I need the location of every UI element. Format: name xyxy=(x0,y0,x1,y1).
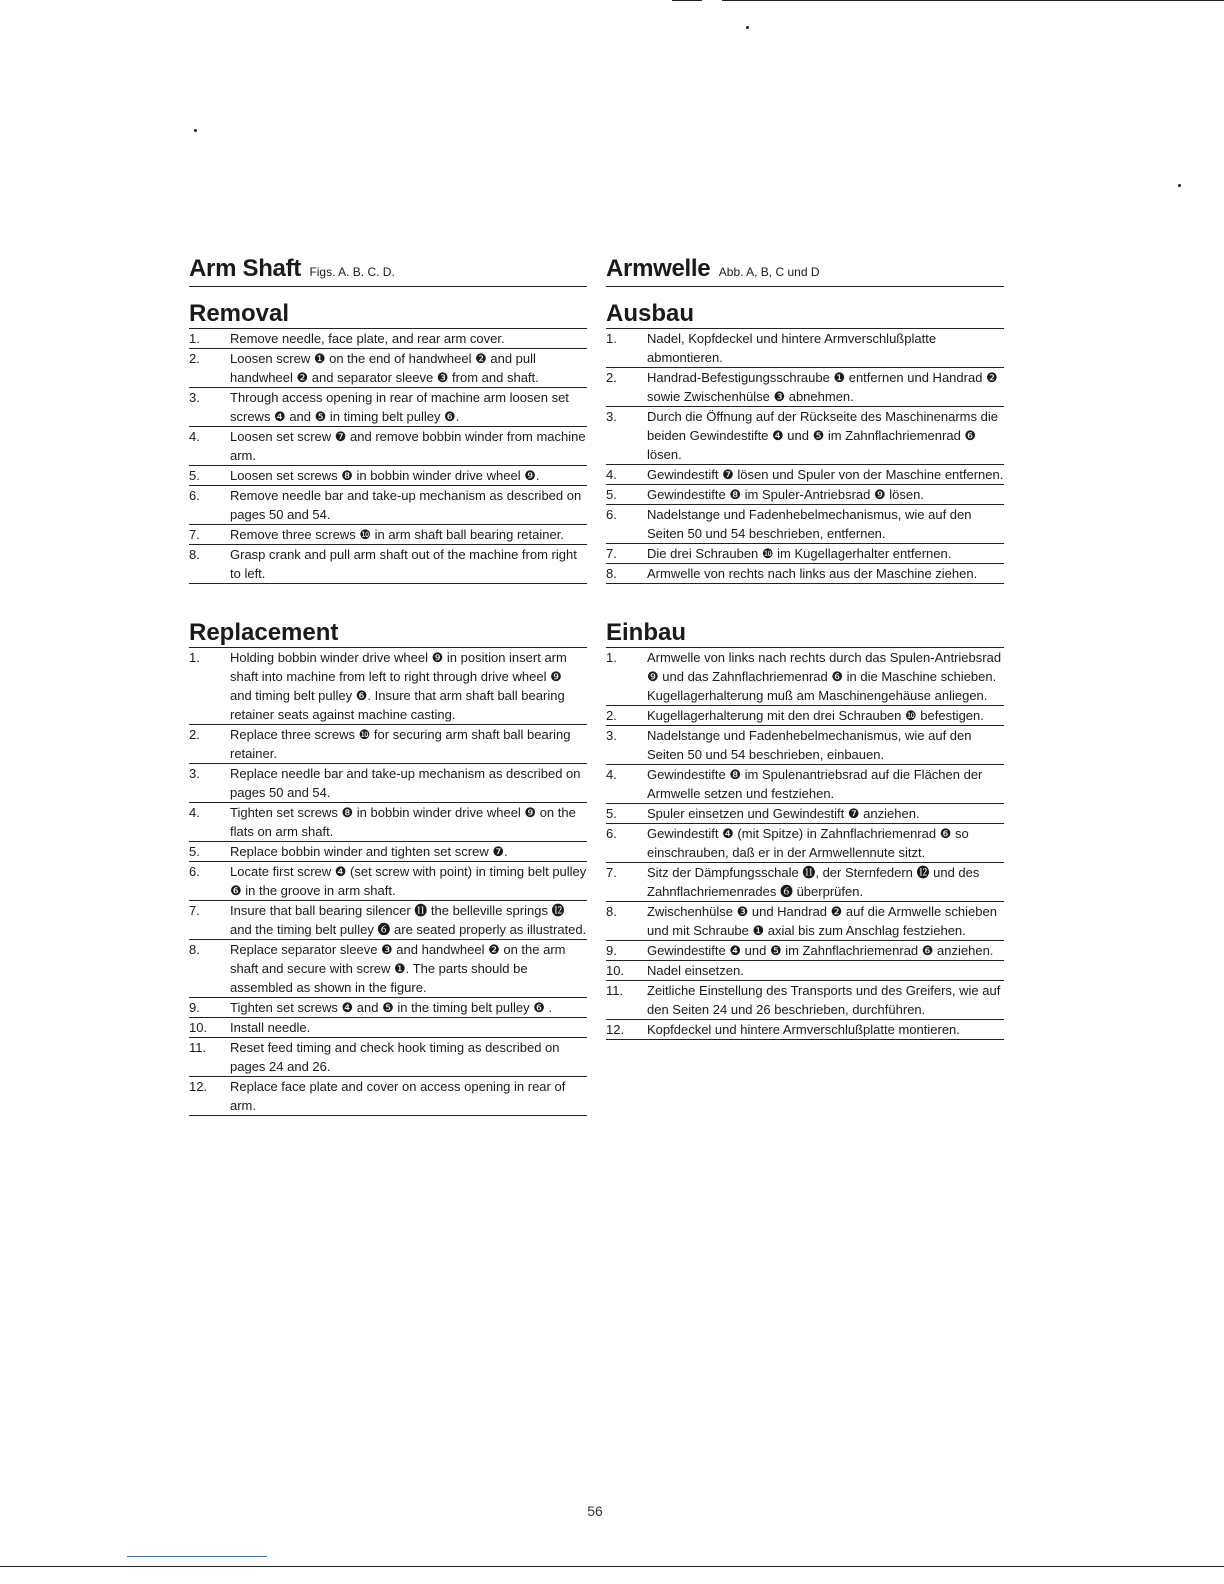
step-item xyxy=(189,427,587,466)
step-number: 5. xyxy=(189,468,200,483)
step-number: 1. xyxy=(606,650,617,665)
step-text: Grasp crank and pull arm shaft out of the machine from right to left. xyxy=(230,547,577,581)
step-number: 4. xyxy=(189,805,200,820)
step-number: 2. xyxy=(606,370,617,385)
step-number: 6. xyxy=(606,507,617,522)
step-item xyxy=(606,329,1004,368)
step-text: Armwelle von rechts nach links aus der Maschine ziehen. xyxy=(647,566,978,581)
step-number: 12. xyxy=(606,1022,625,1037)
section-title xyxy=(606,255,1004,287)
step-number: 8. xyxy=(189,942,200,957)
step-item xyxy=(606,485,1004,505)
step-text: Remove three screws ❿ in arm shaft ball bearing retainer. xyxy=(230,527,564,542)
step-item xyxy=(606,648,1004,706)
step-number: 2. xyxy=(606,708,617,723)
step-item xyxy=(189,1018,587,1038)
step-item xyxy=(606,902,1004,941)
step-text: Remove needle, face plate, and rear arm cover. xyxy=(230,331,505,346)
figure-reference: Figs. A. B. C. D. xyxy=(309,265,395,279)
step-item xyxy=(189,525,587,545)
step-item xyxy=(606,941,1004,961)
step-number: 7. xyxy=(606,546,617,561)
step-number: 4. xyxy=(606,467,617,482)
step-item xyxy=(189,803,587,842)
step-item xyxy=(606,765,1004,804)
removal-heading: Removal xyxy=(189,301,587,329)
step-number: 9. xyxy=(606,943,617,958)
step-item xyxy=(606,981,1004,1020)
step-item xyxy=(606,505,1004,544)
step-number: 2. xyxy=(189,727,200,742)
step-item xyxy=(189,545,587,584)
step-number: 10. xyxy=(189,1020,208,1035)
step-text: Zeitliche Einstellung des Transports und des Greifers, wie auf den Seiten 24 und 26 beschrieben, durchführen. xyxy=(647,983,1001,1017)
page-title: Arm Shaft xyxy=(189,255,301,282)
step-text: Gewindestifte ❽ im Spulenantriebsrad auf die Flächen der Armwelle setzen und festziehen. xyxy=(647,767,983,801)
ausbau-heading: Ausbau xyxy=(606,301,1004,329)
step-number: 1. xyxy=(189,331,200,346)
step-number: 11. xyxy=(189,1040,207,1055)
step-text: Loosen set screws ❽ in bobbin winder drive wheel ❾. xyxy=(230,468,540,483)
scan-edge-line xyxy=(722,0,1224,1)
einbau-heading: Einbau xyxy=(606,620,1004,648)
scan-speck xyxy=(194,129,197,132)
step-number: 8. xyxy=(189,547,200,562)
step-text: Handrad-Befestigungsschraube ❶ entfernen und Handrad ❷ sowie Zwischenhülse ❸ abnehmen. xyxy=(647,370,998,404)
step-item xyxy=(189,648,587,725)
step-number: 9. xyxy=(189,1000,200,1015)
step-text: Kopfdeckel und hintere Armverschlußplatte montieren. xyxy=(647,1022,960,1037)
replacement-steps xyxy=(189,648,587,1116)
step-number: 3. xyxy=(606,409,617,424)
step-number: 6. xyxy=(189,864,200,879)
step-item xyxy=(189,998,587,1018)
step-number: 3. xyxy=(189,766,200,781)
step-text: Gewindestift ❹ (mit Spitze) in Zahnflachriemenrad ❻ so einschrauben, daß er in der Armwellennute sitzt. xyxy=(647,826,969,860)
step-text: Armwelle von links nach rechts durch das Spulen-Antriebsrad ❾ und das Zahnflachriemenrad ❻ in die Maschine schieben. Kugellagerhalterung muß am Maschinengehäuse anliegen. xyxy=(647,650,1002,703)
step-text: Remove needle bar and take-up mechanism as described on pages 50 and 54. xyxy=(230,488,582,522)
german-column xyxy=(606,255,1004,1040)
step-number: 5. xyxy=(606,487,617,502)
step-item xyxy=(606,706,1004,726)
step-text: Loosen set screw ❼ and remove bobbin winder from machine arm. xyxy=(230,429,586,463)
step-number: 7. xyxy=(606,865,617,880)
step-item xyxy=(189,901,587,940)
step-item xyxy=(606,544,1004,564)
step-number: 8. xyxy=(606,566,617,581)
figure-reference-de: Abb. A, B, C und D xyxy=(718,265,820,279)
step-number: 11. xyxy=(606,983,624,998)
step-text: Insure that ball bearing silencer ⓫ the belleville springs ⓬ and the timing belt pulley ❻ are seated properly as illustrated. xyxy=(230,903,587,937)
page-number: 56 xyxy=(587,1503,603,1519)
step-text: Spuler einsetzen und Gewindestift ❼ anziehen. xyxy=(647,806,920,821)
step-number: 7. xyxy=(189,903,200,918)
scan-edge-line xyxy=(127,1556,267,1557)
step-item xyxy=(189,940,587,998)
step-number: 4. xyxy=(189,429,200,444)
step-number: 8. xyxy=(606,904,617,919)
step-text: Loosen screw ❶ on the end of handwheel ❷ and pull handwheel ❷ and separator sleeve ❸ from and shaft. xyxy=(230,351,539,385)
step-item xyxy=(606,824,1004,863)
step-number: 5. xyxy=(189,844,200,859)
step-number: 10. xyxy=(606,963,625,978)
step-item xyxy=(189,486,587,525)
scan-speck xyxy=(1178,184,1181,187)
step-text: Kugellagerhalterung mit den drei Schrauben ❿ befestigen. xyxy=(647,708,984,723)
step-number: 3. xyxy=(189,390,200,405)
step-number: 7. xyxy=(189,527,200,542)
step-item xyxy=(189,725,587,764)
ausbau-steps xyxy=(606,329,1004,584)
step-text: Die drei Schrauben ❿ im Kugellagerhalter entfernen. xyxy=(647,546,952,561)
step-number: 6. xyxy=(606,826,617,841)
step-text: Replace bobbin winder and tighten set screw ❼. xyxy=(230,844,508,859)
step-text: Holding bobbin winder drive wheel ❾ in position insert arm shaft into machine from left to right through drive wheel ❾ and timing belt pulley ❻. Insure that arm shaft ball bearing retainer seats against machine casting. xyxy=(230,650,567,722)
step-number: 3. xyxy=(606,728,617,743)
step-number: 1. xyxy=(606,331,617,346)
step-item xyxy=(606,564,1004,584)
step-text: Gewindestifte ❽ im Spuler-Antriebsrad ❾ lösen. xyxy=(647,487,924,502)
step-item xyxy=(606,407,1004,465)
step-text: Nadelstange und Fadenhebelmechanismus, wie auf den Seiten 50 und 54 beschrieben, entfernen. xyxy=(647,507,972,541)
english-column xyxy=(189,255,587,1116)
step-number: 12. xyxy=(189,1079,208,1094)
step-number: 5. xyxy=(606,806,617,821)
step-text: Replace face plate and cover on access opening in rear of arm. xyxy=(230,1079,566,1113)
step-item xyxy=(189,1038,587,1077)
step-item xyxy=(606,1020,1004,1040)
step-text: Locate first screw ❹ (set screw with point) in timing belt pulley ❻ in the groove in arm shaft. xyxy=(230,864,587,898)
step-number: 2. xyxy=(189,351,200,366)
step-text: Zwischenhülse ❸ und Handrad ❷ auf die Armwelle schieben und mit Schraube ❶ axial bis zum Anschlag festziehen. xyxy=(647,904,997,938)
step-item xyxy=(606,726,1004,765)
step-text: Through access opening in rear of machine arm loosen set screws ❹ and ❺ in timing belt pulley ❻. xyxy=(230,390,569,424)
removal-steps xyxy=(189,329,587,584)
step-item xyxy=(606,863,1004,902)
step-text: Tighten set screws ❹ and ❺ in the timing belt pulley ❻ . xyxy=(230,1000,553,1015)
einbau-steps xyxy=(606,648,1004,1040)
replacement-heading: Replacement xyxy=(189,620,587,648)
step-number: 1. xyxy=(189,650,200,665)
step-text: Sitz der Dämpfungsschale ⓫, der Sternfedern ⓬ und des Zahnflachriemenrades ❻ überprüfen. xyxy=(647,865,980,899)
step-text: Durch die Öffnung auf der Rückseite des Maschinenarms die beiden Gewindestifte ❹ und ❺ im Zahnflachriemenrad ❻ lösen. xyxy=(647,409,998,462)
step-number: 4. xyxy=(606,767,617,782)
scan-speck xyxy=(746,26,749,29)
step-item xyxy=(606,465,1004,485)
step-number: 6. xyxy=(189,488,200,503)
step-item xyxy=(189,1077,587,1116)
step-item xyxy=(606,368,1004,407)
step-item xyxy=(189,329,587,349)
step-text: Nadelstange und Fadenhebelmechanismus, wie auf den Seiten 50 und 54 beschrieben, einbauen. xyxy=(647,728,972,762)
step-text: Replace needle bar and take-up mechanism as described on pages 50 and 54. xyxy=(230,766,581,800)
step-text: Reset feed timing and check hook timing as described on pages 24 and 26. xyxy=(230,1040,560,1074)
step-item xyxy=(189,388,587,427)
step-text: Replace three screws ❿ for securing arm shaft ball bearing retainer. xyxy=(230,727,571,761)
scan-edge-line xyxy=(672,0,702,1)
step-item xyxy=(189,764,587,803)
step-text: Nadel einsetzen. xyxy=(647,963,744,978)
step-item xyxy=(189,466,587,486)
step-text: Gewindestift ❼ lösen und Spuler von der Maschine entfernen. xyxy=(647,467,1004,482)
step-text: Install needle. xyxy=(230,1020,311,1035)
step-text: Nadel, Kopfdeckel und hintere Armverschlußplatte abmontieren. xyxy=(647,331,937,365)
step-item xyxy=(606,804,1004,824)
step-text: Tighten set screws ❽ in bobbin winder drive wheel ❾ on the flats on arm shaft. xyxy=(230,805,576,839)
page-bottom-edge xyxy=(0,1566,1224,1567)
step-text: Gewindestifte ❹ und ❺ im Zahnflachriemenrad ❻ anziehen. xyxy=(647,943,994,958)
step-item xyxy=(189,862,587,901)
step-item xyxy=(606,961,1004,981)
step-item xyxy=(189,349,587,388)
step-item xyxy=(189,842,587,862)
step-text: Replace separator sleeve ❸ and handwheel ❷ on the arm shaft and secure with screw ❶. The parts should be assembled as shown in the figure. xyxy=(230,942,566,995)
section-title xyxy=(189,255,587,287)
page-title-de: Armwelle xyxy=(606,255,711,282)
